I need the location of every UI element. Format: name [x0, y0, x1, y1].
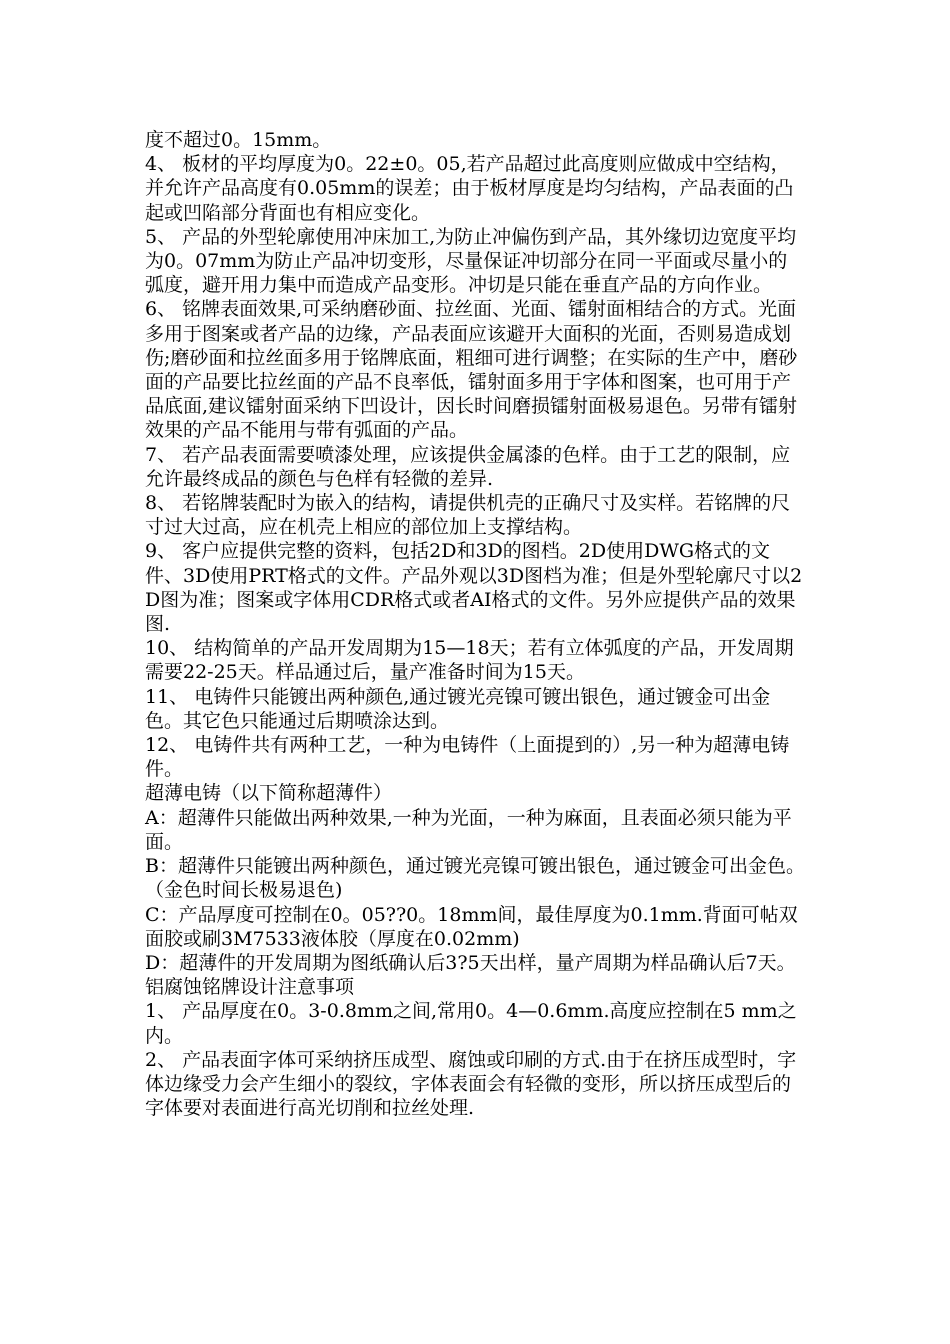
paragraph-item-8: 8、 若铭牌装配时为嵌入的结构，请提供机壳的正确尺寸及实样。若铭牌的尺寸过大过高，应在机壳上相应的部位加上支撑结构。	[145, 492, 791, 539]
paragraph-item-d: D：超薄件的开发周期为图纸确认后3?5天出样，量产周期为样品确认后7天。	[145, 951, 796, 974]
section-heading-aluminum: 铝腐蚀铭牌设计注意事项	[145, 976, 355, 999]
paragraph-item-10: 10、 结构简单的产品开发周期为15—18天；若有立体弧度的产品，开发周期需要22-25天。样品通过后，量产准备时间为15天。	[145, 637, 794, 684]
paragraph-item-c: C：产品厚度可控制在0。05??0。18mm间，最佳厚度为0.1mm.背面可帖双面胶或刷3M7533液体胶（厚度在0.02mm)	[145, 903, 798, 950]
paragraph-item-12: 12、 电铸件共有两种工艺，一种为电铸件（上面提到的）,另一种为超薄电铸件。	[145, 734, 790, 781]
paragraph-al-item-2: 2、 产品表面字体可采纳挤压成型、腐蚀或印刷的方式.由于在挤压成型时，字体边缘受力会产生细小的裂纹，字体表面会有轻微的变形，所以挤压成型后的字体要对表面进行高光切削和拉丝处理.	[145, 1048, 797, 1120]
document-body	[145, 128, 805, 1120]
paragraph-item-11: 11、 电铸件只能镀出两种颜色,通过镀光亮镍可镀出银色，通过镀金可出金色。其它色只能通过后期喷涂达到。	[145, 685, 771, 732]
section-heading-ultrathin: 超薄电铸（以下简称超薄件）	[145, 782, 393, 805]
paragraph-al-item-1: 1、 产品厚度在0。3-0.8mm之间,常用0。4—0.6mm.高度应控制在5 mm之内。	[145, 1000, 797, 1047]
paragraph-item-6: 6、 铭牌表面效果,可采纳磨砂面、拉丝面、光面、镭射面相结合的方式。光面多用于图案或者产品的边缘，产品表面应该避开大面积的光面，否则易造成划伤;磨砂面和拉丝面多用于铭牌底面，粗细可进行调整；在实际的生产中，磨砂面的产品要比拉丝面的产品不良率低，镭射面多用于字体和图案，也可用于产品底面,建议镭射面采纳下凹设计，因长时间磨损镭射面极易退色。另带有镭射效果的产品不能用与带有弧面的产品。	[145, 298, 798, 442]
paragraph-continuation: 度不超过0。15mm。	[145, 129, 332, 151]
paragraph-item-9: 9、 客户应提供完整的资料，包括2D和3D的图档。2D使用DWG格式的文件、3D使用PRT格式的文件。产品外观以3D图档为准；但是外型轮廓尺寸以2D图为准；图案或字体用CDR格式或者AI格式的文件。另外应提供产品的效果图.	[145, 540, 803, 636]
paragraph-item-5: 5、 产品的外型轮廓使用冲床加工,为防止冲偏伤到产品，其外缘切边宽度平均为0。07mm为防止产品冲切变形，尽量保证冲切部分在同一平面或尽量小的弧度，避开用力集中而造成产品变形。冲切是只能在垂直产品的方向作业。	[145, 225, 797, 297]
paragraph-item-a: A：超薄件只能做出两种效果,一种为光面，一种为麻面，且表面必须只能为平面。	[145, 806, 792, 853]
paragraph-item-7: 7、 若产品表面需要喷漆处理，应该提供金属漆的色样。由于工艺的限制，应允许最终成品的颜色与色样有轻微的差异.	[145, 443, 791, 490]
paragraph-item-b: B：超薄件只能镀出两种颜色，通过镀光亮镍可镀出银色，通过镀金可出金色。（金色时间长极易退色)	[145, 855, 805, 902]
paragraph-item-4: 4、 板材的平均厚度为0。22±0。05,若产品超过此高度则应做成中空结构，并允许产品高度有0.05mm的误差；由于板材厚度是均匀结构，产品表面的凸起或凹陷部分背面也有相应变化。	[145, 153, 794, 224]
